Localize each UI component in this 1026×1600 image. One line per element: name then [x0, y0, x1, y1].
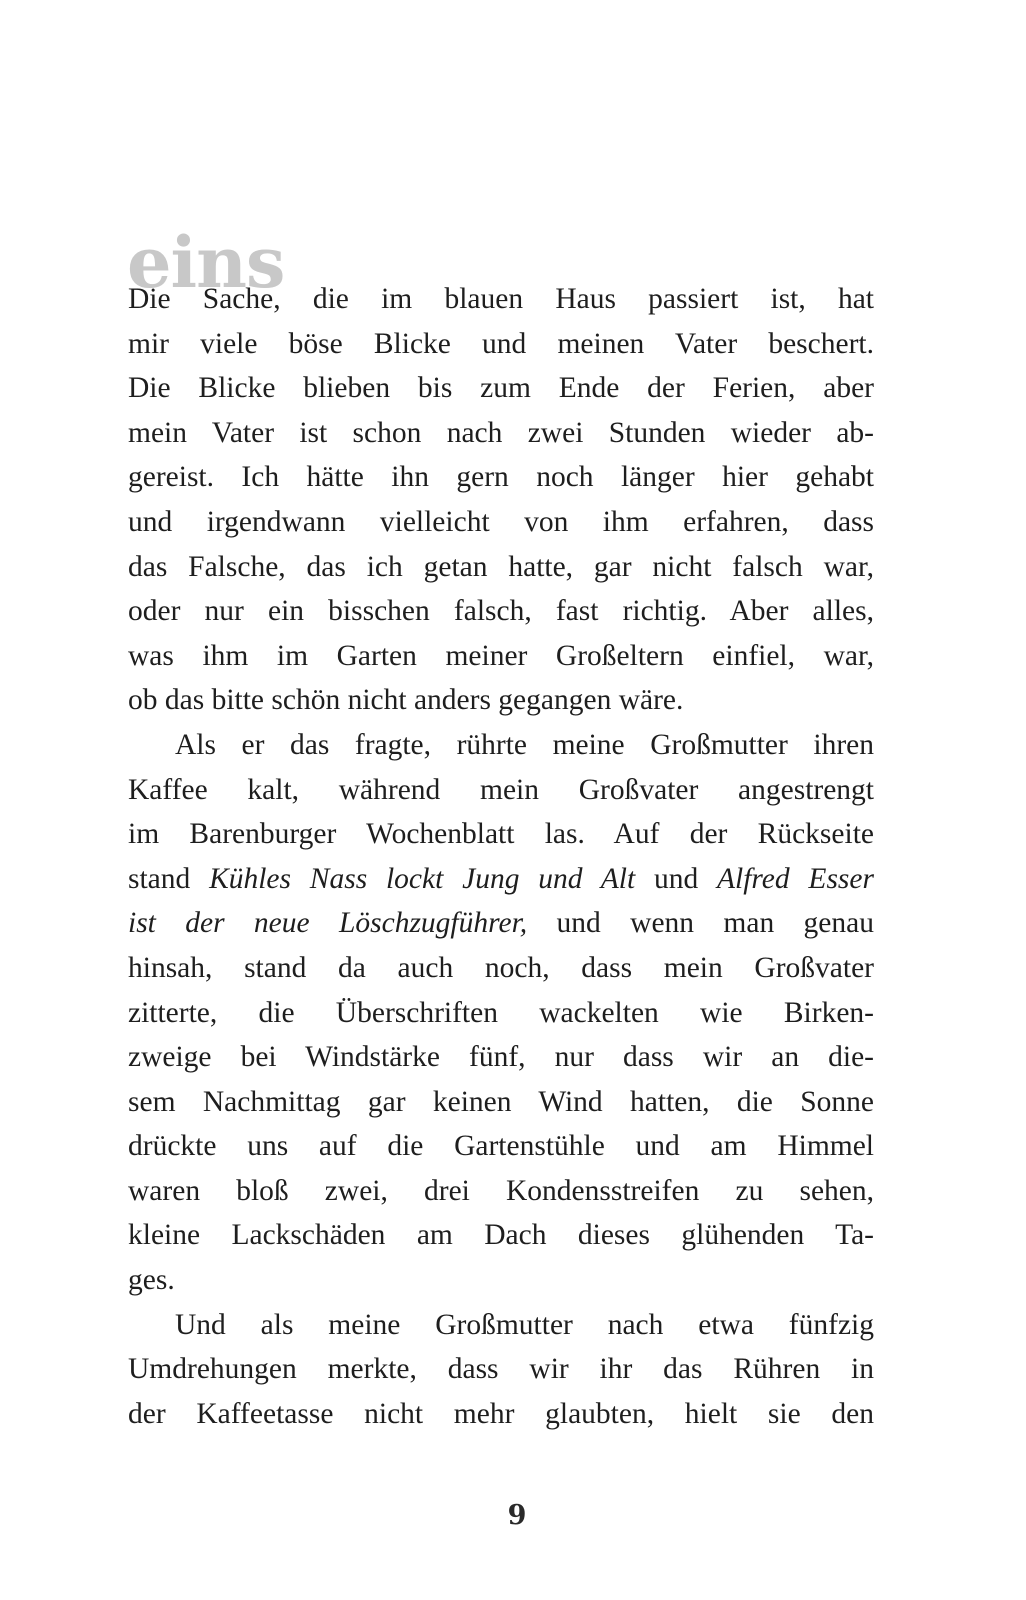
paragraph-2	[128, 723, 874, 1303]
text-line: Umdrehungen merkte, dass wir ihr das Rühren in	[128, 1353, 874, 1386]
text-line: Als er das fragte, rührte meine Großmutter ihren	[175, 728, 874, 761]
text-line: der Kaffeetasse nicht mehr glaubten, hielt sie den	[128, 1397, 874, 1430]
text-line: zitterte, die Überschriften wackelten wie Birken-	[128, 996, 874, 1029]
text-line: mir viele böse Blicke und meinen Vater beschert.	[128, 327, 874, 360]
text-line: hinsah, stand da auch noch, dass mein Großvater	[128, 951, 874, 984]
italic-headline-2-cont: ist der neue Löschzugführer,	[128, 907, 528, 940]
italic-headline-1: Kühles Nass lockt Jung und Alt	[209, 862, 636, 895]
text-line: Kaffee kalt, während mein Großvater angestrengt	[128, 773, 874, 806]
paragraph-3	[128, 1303, 874, 1437]
page-number: 9	[507, 1500, 527, 1531]
text-line: im Barenburger Wochenblatt las. Auf der Rückseite	[128, 818, 874, 851]
body-text	[128, 277, 874, 1436]
text-line: das Falsche, das ich getan hatte, gar nicht falsch war,	[128, 550, 874, 583]
text-line: was ihm im Garten meiner Großeltern einfiel, war,	[128, 639, 874, 672]
text-line: sem Nachmittag gar keinen Wind hatten, die Sonne	[128, 1085, 874, 1118]
text-line: drückte uns auf die Gartenstühle und am Himmel	[128, 1130, 874, 1163]
text-line: gereist. Ich hätte ihn gern noch länger hier gehabt	[128, 461, 874, 494]
text-line: kleine Lackschäden am Dach dieses glühenden Ta-	[128, 1219, 874, 1252]
text-line: mein Vater ist schon nach zwei Stunden wieder ab-	[128, 416, 874, 449]
text-line: oder nur ein bisschen falsch, fast richtig. Aber alles,	[128, 595, 874, 628]
text-line: zweige bei Windstärke fünf, nur dass wir an die-	[128, 1041, 874, 1074]
text-fragment: und	[635, 862, 717, 895]
italic-headline-2: Alfred Esser	[717, 862, 874, 895]
text-line: ges.	[128, 1264, 175, 1297]
text-fragment: und wenn man genau	[527, 907, 874, 940]
text-line: Die Blicke blieben bis zum Ende der Ferien, aber	[128, 372, 874, 405]
text-line: Und als meine Großmutter nach etwa fünfzig	[175, 1308, 874, 1341]
text-line	[128, 901, 874, 946]
paragraph-1	[128, 277, 874, 723]
text-fragment: stand	[128, 862, 210, 895]
text-line: und irgendwann vielleicht von ihm erfahren, dass	[128, 505, 874, 538]
text-line: waren bloß zwei, drei Kondensstreifen zu sehen,	[128, 1174, 874, 1207]
text-line: ob das bitte schön nicht anders gegangen wäre.	[128, 684, 684, 717]
text-line: Die Sache, die im blauen Haus passiert ist, hat	[128, 283, 874, 315]
text-line	[128, 857, 874, 902]
chapter-heading: eins	[127, 221, 285, 304]
